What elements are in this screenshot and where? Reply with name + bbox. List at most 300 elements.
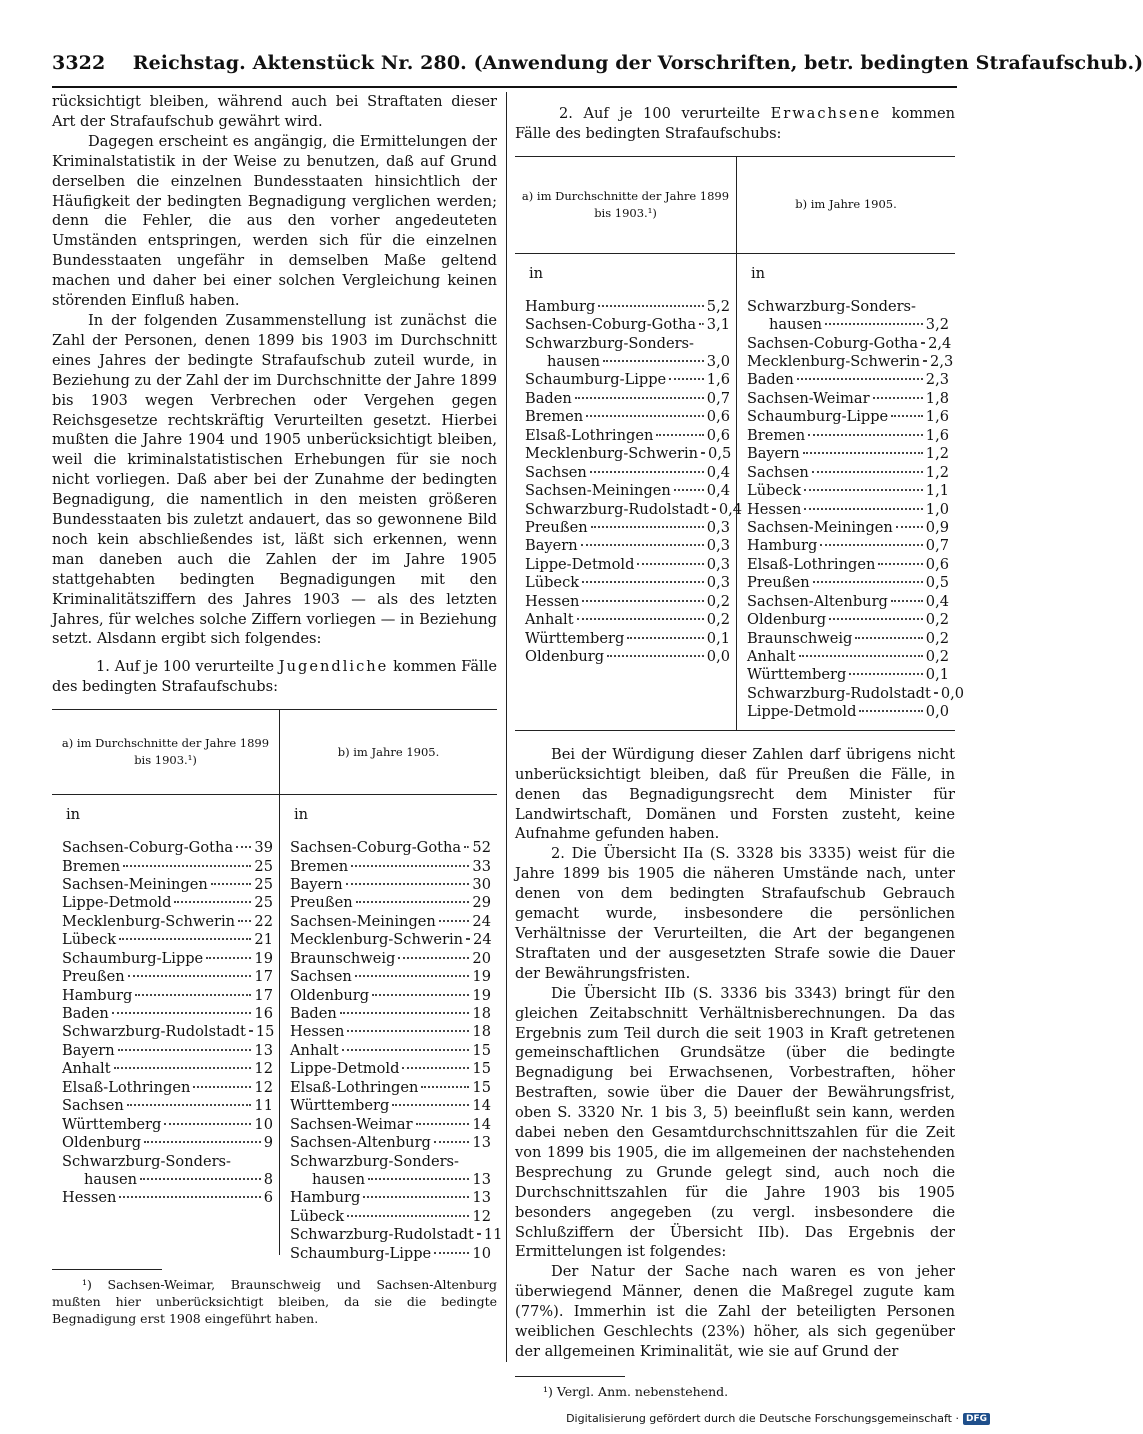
dot-leader [581, 544, 704, 546]
state-name: Braunschweig [290, 949, 396, 967]
dfg-logo-icon: DFG [963, 1413, 990, 1425]
state-name: Oldenburg [747, 611, 827, 629]
state-name: Preußen [525, 518, 588, 536]
dot-leader [193, 1086, 251, 1088]
state-name: Sachsen-Coburg-Gotha [747, 334, 919, 352]
footer-text: Digitalisierung gefördert durch die Deutsche Forschungsgemeinschaft · [566, 1412, 959, 1425]
rate-value: 15 [472, 1078, 491, 1096]
table-2-heading [515, 104, 955, 144]
table-row [747, 298, 949, 316]
table-row [290, 931, 491, 949]
state-name: Mecklenburg-Schwerin [525, 445, 699, 463]
state-name: Hessen [525, 592, 580, 610]
table-row [525, 611, 730, 629]
table-row [525, 519, 730, 537]
table-2-col-b-in: in [751, 264, 766, 282]
state-name: Bayern [747, 445, 800, 463]
dot-leader [590, 471, 704, 473]
state-name: Hamburg [747, 537, 818, 555]
dot-leader [434, 1252, 469, 1254]
table-1-col-b-in: in [294, 806, 309, 824]
dot-leader [119, 1196, 260, 1198]
state-name: Schaumburg-Lippe [290, 1244, 432, 1262]
dot-leader [249, 1030, 253, 1032]
table-row [62, 1079, 273, 1097]
dot-leader [236, 846, 251, 848]
table-1-header [52, 710, 497, 795]
rate-value: 6 [263, 1189, 273, 1207]
table-row [525, 574, 730, 592]
table-2-col-a-rows [525, 297, 743, 667]
table-row [747, 371, 949, 389]
table-row [747, 648, 949, 666]
table-1-col-b-rows [290, 839, 503, 1263]
dot-leader [849, 673, 922, 675]
state-name: Schwarzburg-Rudolstadt [747, 684, 931, 702]
page-header [52, 52, 1143, 84]
table-row [62, 894, 273, 912]
state-name: Sachsen-Coburg-Gotha [290, 839, 462, 857]
rate-value: 15 [472, 1060, 491, 1078]
table-1-col-b [280, 795, 503, 1262]
dot-leader [402, 1067, 469, 1069]
state-name: Elsaß-Lothringen [62, 1078, 191, 1096]
rate-value: 24 [472, 912, 491, 930]
rate-value: 19 [472, 986, 491, 1004]
table-row [525, 408, 730, 426]
table-row [525, 390, 730, 408]
state-name: hausen [312, 1170, 366, 1188]
rate-value: 15 [472, 1041, 491, 1059]
state-name: Bayern [525, 537, 578, 555]
rate-value: 14 [472, 1097, 491, 1115]
table-row [62, 1153, 273, 1171]
state-name: Preußen [747, 574, 810, 592]
table-row [290, 839, 491, 857]
rate-value: 25 [254, 857, 273, 875]
rate-value: 21 [254, 931, 273, 949]
dot-leader [238, 920, 251, 922]
table-2-header [515, 157, 955, 254]
rate-value: 2,3 [925, 371, 949, 389]
dot-leader [582, 600, 703, 602]
dot-leader [346, 883, 470, 885]
rate-value: 8 [263, 1170, 273, 1188]
dot-leader [372, 994, 469, 996]
rate-value: 13 [254, 1041, 273, 1059]
table-1-heading-post: kommen Fälle des bedingten Strafaufschubs: [52, 658, 497, 696]
rate-value: 19 [254, 949, 273, 967]
dot-leader [164, 1123, 251, 1125]
state-name: Schwarzburg-Rudolstadt [525, 500, 709, 518]
table-row [747, 703, 949, 721]
dot-leader [575, 397, 704, 399]
dot-leader [797, 378, 923, 380]
dot-leader [586, 415, 704, 417]
dot-leader [351, 865, 469, 867]
table-row [747, 537, 949, 555]
rate-value: 22 [254, 912, 273, 930]
table-row [290, 1023, 491, 1041]
dot-leader [799, 655, 923, 657]
left-column [52, 92, 503, 1327]
state-name: Baden [290, 1005, 337, 1023]
rate-value: 1,0 [925, 500, 949, 518]
table-2-heading-pre: 2. Auf je 100 verurteilte [559, 105, 771, 122]
table-2 [515, 156, 965, 730]
dot-leader [342, 1049, 470, 1051]
state-name: Hessen [62, 1189, 117, 1207]
table-row [62, 876, 273, 894]
left-footnote: ¹) Sachsen-Weimar, Braunschweig und Sachsen-Altenburg mußten hier unberücksichtigt bleiben, da sie die bedingte Begnadigung erst 1908 eingeführt haben. [52, 1277, 497, 1327]
dot-leader [123, 865, 251, 867]
rate-value: 18 [472, 1005, 491, 1023]
table-row [290, 913, 491, 931]
table-row [290, 1189, 491, 1207]
table-row [747, 574, 949, 592]
dot-leader [813, 581, 923, 583]
table-row [747, 408, 949, 426]
table-row [525, 648, 730, 666]
rate-value: 0,0 [940, 684, 965, 702]
table-1-col-a-in: in [66, 806, 81, 824]
rate-value: 1,8 [925, 389, 949, 407]
state-name: Hamburg [62, 986, 133, 1004]
table-1-col-a [52, 795, 280, 1255]
table-row [525, 335, 730, 353]
dot-leader [812, 471, 923, 473]
state-name: Preußen [290, 894, 353, 912]
state-name: Württemberg [525, 629, 625, 647]
dot-leader [825, 323, 923, 325]
state-name: Bremen [62, 857, 121, 875]
table-1-body [52, 795, 503, 1262]
dot-leader [804, 508, 922, 510]
table-row [62, 1116, 273, 1134]
dot-leader [637, 563, 703, 565]
dot-leader [891, 415, 923, 417]
dot-leader [127, 1104, 252, 1106]
rate-value: 25 [254, 894, 273, 912]
table-row [525, 593, 730, 611]
state-name: Schwarzburg-Sonders- [62, 1152, 231, 1170]
state-name: hausen [84, 1170, 138, 1188]
dot-leader [347, 1030, 469, 1032]
table-row [747, 611, 949, 629]
table-row [747, 353, 954, 371]
rate-value: 1,1 [925, 482, 949, 500]
state-name: Elsaß-Lothringen [747, 555, 876, 573]
table-row [747, 501, 949, 519]
state-name: Sachsen [290, 968, 352, 986]
rate-value: 0,1 [925, 666, 949, 684]
state-name: hausen [769, 316, 823, 334]
table-row [62, 1189, 273, 1207]
dot-leader [607, 655, 704, 657]
rate-value: 0,7 [706, 389, 730, 407]
table-row [747, 427, 949, 445]
dot-leader [421, 1086, 469, 1088]
rate-value: 29 [472, 894, 491, 912]
rate-value: 0,3 [706, 555, 730, 573]
dot-leader [934, 692, 938, 694]
state-name: Bayern [62, 1041, 115, 1059]
dot-leader [355, 975, 470, 977]
state-name: Lippe-Detmold [290, 1060, 400, 1078]
state-name: hausen [547, 353, 601, 371]
table-row [525, 445, 730, 463]
rate-value: 10 [254, 1115, 273, 1133]
dot-leader [855, 637, 922, 639]
table-row [62, 1097, 273, 1115]
rate-value: 0,0 [706, 648, 730, 666]
dot-leader [119, 938, 251, 940]
state-name: Hessen [290, 1023, 345, 1041]
table-row [525, 630, 730, 648]
table-row [62, 1042, 273, 1060]
dot-leader [363, 1196, 469, 1198]
dot-leader [128, 975, 252, 977]
dot-leader [464, 846, 469, 848]
right-paragraph-1: Bei der Würdigung dieser Zahlen darf übrigens nicht unberücksichtigt bleiben, daß für Preußen die Fälle, in denen das Begnadigungsrecht dem Minister für Landwirtschaft, Domänen und Forsten zusteht, keine Aufnahme gefunden haben. [515, 745, 955, 843]
state-name: Lübeck [62, 931, 117, 949]
rate-value: 3,2 [925, 316, 949, 334]
table-row [62, 858, 273, 876]
state-name: Hamburg [290, 1189, 361, 1207]
rate-value: 1,2 [925, 445, 949, 463]
rate-value: 11 [483, 1226, 503, 1244]
state-name: Sachsen-Weimar [290, 1115, 413, 1133]
rate-value: 14 [472, 1115, 491, 1133]
dot-leader [477, 1233, 481, 1235]
dot-leader [712, 508, 716, 510]
state-name: Württemberg [62, 1115, 162, 1133]
table-1-heading-pre: 1. Auf je 100 verurteilte [96, 658, 279, 676]
table-2-heading-post: kommen Fälle des bedingten Strafaufschubs: [515, 105, 956, 142]
rate-value: 39 [254, 839, 273, 857]
state-name: Sachsen-Coburg-Gotha [62, 839, 234, 857]
state-name: Lippe-Detmold [525, 555, 635, 573]
state-name: Schaumburg-Lippe [525, 371, 667, 389]
state-name: Sachsen-Meiningen [62, 875, 208, 893]
state-name: Württemberg [747, 666, 847, 684]
dot-leader [859, 710, 922, 712]
dot-leader [206, 957, 251, 959]
rate-value: 11 [254, 1097, 273, 1115]
dot-leader [211, 883, 252, 885]
rate-value: 0,6 [706, 426, 730, 444]
dot-leader [591, 526, 704, 528]
rate-value: 0,6 [706, 408, 730, 426]
rate-value: 1,6 [706, 371, 730, 389]
rate-value: 9 [263, 1134, 273, 1152]
rate-value: 0,4 [925, 592, 949, 610]
rate-value: 16 [254, 1005, 273, 1023]
state-name: Schwarzburg-Sonders- [747, 297, 916, 315]
rate-value: 0,2 [925, 648, 949, 666]
rate-value: 0,4 [706, 482, 730, 500]
dot-leader [434, 1141, 470, 1143]
state-name: Schwarzburg-Sonders- [290, 1152, 459, 1170]
state-name: Lippe-Detmold [62, 894, 172, 912]
rate-value: 30 [472, 875, 491, 893]
rate-value: 0,3 [706, 537, 730, 555]
rate-value: 19 [472, 968, 491, 986]
dot-leader [398, 957, 469, 959]
table-1-col-b-header: b) im Jahre 1905. [337, 744, 440, 759]
dot-leader [701, 452, 705, 454]
table-row [747, 334, 952, 353]
table-row [747, 445, 949, 463]
rate-value: 20 [472, 949, 491, 967]
state-name: Bremen [747, 426, 806, 444]
state-name: Preußen [62, 968, 125, 986]
table-row [525, 556, 730, 574]
dot-leader [829, 618, 923, 620]
rate-value: 3,1 [706, 316, 730, 334]
state-name: Sachsen [525, 463, 587, 481]
dot-leader [627, 637, 703, 639]
table-row [290, 1097, 491, 1115]
dot-leader [466, 938, 470, 940]
rate-value: 17 [254, 968, 273, 986]
right-footnote: ¹) Vergl. Anm. nebenstehend. [543, 1383, 729, 1399]
rate-value: 0,3 [706, 518, 730, 536]
state-name: Bayern [290, 875, 343, 893]
rate-value: 2,4 [928, 334, 952, 352]
rate-value: 3,0 [706, 353, 730, 371]
dot-leader [921, 342, 925, 344]
table-row [747, 482, 949, 500]
rate-value: 0,6 [925, 555, 949, 573]
table-row [525, 298, 730, 316]
table-row [747, 316, 949, 334]
rate-value: 15 [255, 1023, 275, 1041]
rate-value: 12 [472, 1207, 491, 1225]
state-name: Hamburg [525, 297, 596, 315]
dot-leader [368, 1178, 469, 1180]
state-name: Hessen [747, 500, 802, 518]
table-row [62, 1171, 273, 1189]
state-name: Oldenburg [290, 986, 370, 1004]
rate-value: 25 [254, 875, 273, 893]
rate-value: 0,3 [706, 574, 730, 592]
dot-leader [118, 1049, 252, 1051]
rate-value: 13 [472, 1189, 491, 1207]
rate-value: 0,4 [718, 500, 743, 518]
rate-value: 1,2 [925, 463, 949, 481]
rate-value: 0,2 [925, 629, 949, 647]
state-name: Elsaß-Lothringen [525, 426, 654, 444]
table-row [62, 931, 273, 949]
table-row [747, 593, 949, 611]
table-row [747, 519, 949, 537]
right-column [515, 92, 965, 1400]
state-name: Sachsen-Altenburg [747, 592, 888, 610]
left-footnote-rule [52, 1269, 162, 1270]
dot-leader [873, 397, 923, 399]
rate-value: 17 [254, 986, 273, 1004]
table-row [290, 1042, 491, 1060]
table-row [747, 464, 949, 482]
table-row [525, 427, 730, 445]
state-name: Schwarzburg-Rudolstadt [290, 1226, 474, 1244]
table-1 [52, 709, 503, 1262]
state-name: Anhalt [525, 611, 574, 629]
table-row [747, 556, 949, 574]
state-name: Mecklenburg-Schwerin [747, 353, 921, 371]
table-row [525, 537, 730, 555]
state-name: Lübeck [290, 1207, 345, 1225]
state-name: Oldenburg [525, 648, 605, 666]
state-name: Baden [525, 389, 572, 407]
dot-leader [820, 544, 922, 546]
table-row [290, 950, 491, 968]
dot-leader [878, 563, 922, 565]
table-row [525, 482, 730, 500]
table-row [290, 894, 491, 912]
state-name: Sachsen-Altenburg [290, 1134, 431, 1152]
state-name: Sachsen-Coburg-Gotha [525, 316, 697, 334]
state-name: Anhalt [62, 1060, 111, 1078]
table-row [525, 316, 730, 334]
table-row [747, 630, 949, 648]
rate-value: 5,2 [706, 297, 730, 315]
state-name: Sachsen-Meiningen [525, 482, 671, 500]
rate-value: 0,4 [706, 463, 730, 481]
rate-value: 1,6 [925, 426, 949, 444]
table-row [290, 1226, 503, 1244]
rate-value: 1,6 [925, 408, 949, 426]
table-2-heading-emph: Erwachsene [770, 105, 882, 122]
rate-value: 0,1 [706, 629, 730, 647]
table-1-col-a-header: a) im Durchschnitte der Jahre 1899 bis 1903.¹) [52, 710, 280, 794]
state-name: Baden [62, 1005, 109, 1023]
table-row [747, 666, 949, 684]
table-row [290, 858, 491, 876]
rate-value: 0,5 [708, 445, 732, 463]
table-row [62, 1134, 273, 1152]
table-row [62, 950, 273, 968]
running-title: Reichstag. Aktenstück Nr. 280. (Anwendung der Vorschriften, betr. bedingten Strafaufschub.) [132, 52, 1143, 74]
dot-leader [112, 1012, 252, 1014]
table-row [62, 913, 273, 931]
dot-leader [140, 1178, 261, 1180]
dot-leader [577, 618, 704, 620]
rate-value: 0,2 [925, 611, 949, 629]
state-name: Mecklenburg-Schwerin [62, 912, 236, 930]
table-1-col-a-rows [62, 839, 273, 1208]
dot-leader [603, 360, 704, 362]
rate-value: 0,7 [925, 537, 949, 555]
dot-leader [347, 1215, 469, 1217]
rate-value: 24 [473, 931, 492, 949]
state-name: Württemberg [290, 1097, 390, 1115]
rate-value: 0,2 [706, 592, 730, 610]
dot-leader [439, 920, 470, 922]
rate-value: 12 [254, 1060, 273, 1078]
state-name: Sachsen-Weimar [747, 389, 870, 407]
left-paragraph-1: rücksichtigt bleiben, während auch bei Straftaten dieser Art der Strafaufschub gewährt wird. [52, 93, 497, 130]
dot-leader [656, 434, 703, 436]
state-name: Oldenburg [62, 1134, 142, 1152]
table-row [290, 1079, 491, 1097]
rate-value: 13 [472, 1134, 491, 1152]
dot-leader [699, 323, 704, 325]
dot-leader [582, 581, 704, 583]
table-row [62, 968, 273, 986]
dot-leader [808, 434, 923, 436]
